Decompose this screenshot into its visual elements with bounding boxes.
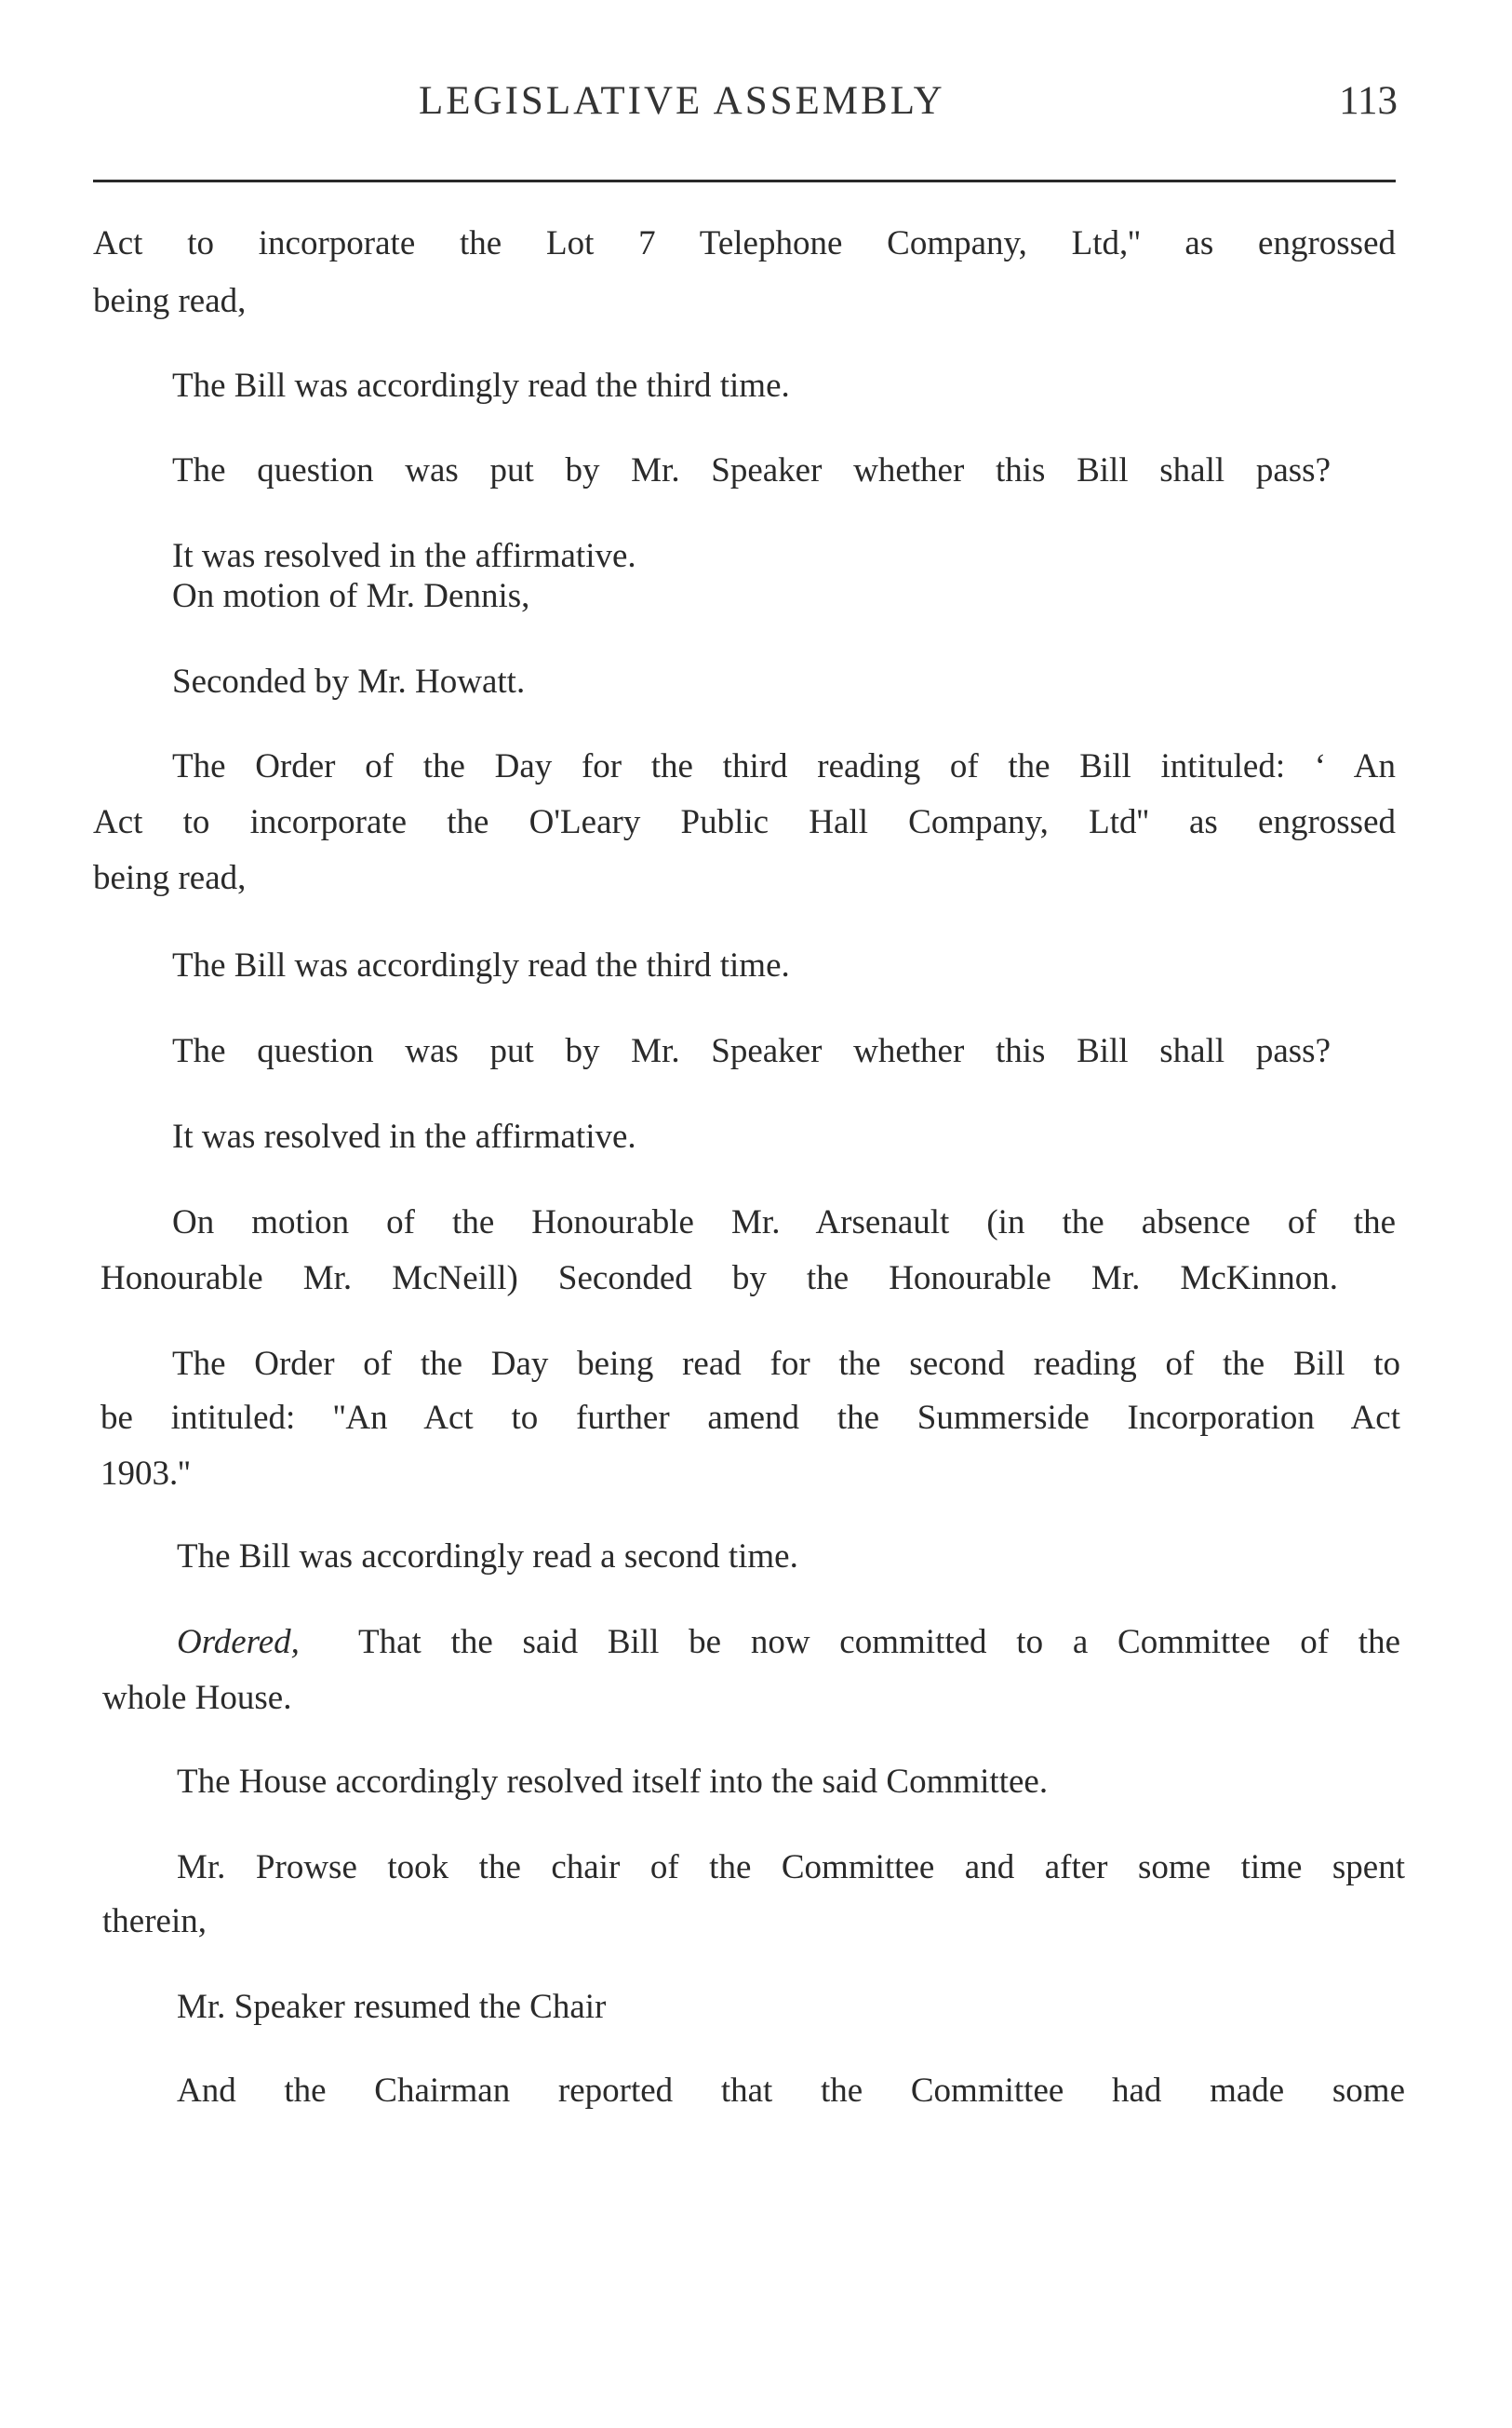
text-line: And the Chairman reported that the Committee had made some [177,2072,1405,2110]
text-line: Mr. Prowse took the chair of the Committee and after some time spent [177,1848,1405,1886]
text-line: The Order of the Day being read for the second reading of the Bill to [172,1345,1400,1383]
text-line: It was resolved in the affirmative. [172,1118,636,1156]
text-line: That the said Bill be now committed to a Committee of the [358,1623,1400,1661]
text-line: The question was put by Mr. Speaker whether this Bill shall pass? [172,451,1331,490]
header-divider [93,180,1396,182]
text-line: be intituled: ''An Act to further amend the Summerside Incorporation Act [100,1399,1400,1437]
running-header: LEGISLATIVE ASSEMBLY [419,79,945,123]
text-line: On motion of the Honourable Mr. Arsenault (in the absence of the [172,1203,1396,1241]
text-line: being read, [93,282,247,320]
text-line: Act to incorporate the Lot 7 Telephone Company, Ltd,'' as engrossed [93,224,1396,262]
text-line: being read, [93,859,247,897]
text-line: The Bill was accordingly read the third time. [172,946,790,985]
text-line: Act to incorporate the O'Leary Public Hall Company, Ltd'' as engrossed [93,803,1396,841]
page-number: 113 [1339,79,1398,123]
text-line: It was resolved in the affirmative. [172,537,636,575]
text-line: The Bill was accordingly read the third time. [172,367,790,405]
text-line: Mr. Speaker resumed the Chair [177,1988,607,2026]
text-line: 1903.'' [100,1455,191,1493]
text-line: whole House. [102,1679,292,1717]
text-line: Honourable Mr. McNeill) Seconded by the Honourable Mr. McKinnon. [100,1259,1338,1297]
text-line: On motion of Mr. Dennis, [172,577,530,615]
text-line: The question was put by Mr. Speaker whether this Bill shall pass? [172,1032,1331,1070]
text-line: therein, [102,1902,207,1940]
text-line: The Bill was accordingly read a second time. [177,1537,798,1576]
text-line: The House accordingly resolved itself into the said Committee. [177,1763,1049,1801]
text-line: The Order of the Day for the third reading of the Bill intituled: ‘ An [172,747,1396,785]
text-line-italic: Ordered, [177,1623,300,1661]
text-line: Seconded by Mr. Howatt. [172,663,526,701]
